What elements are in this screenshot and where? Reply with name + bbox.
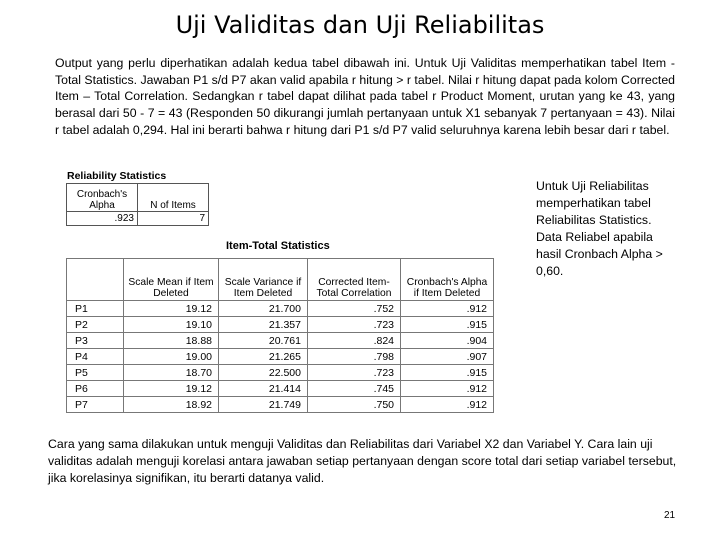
scale-mean-cell: 18.88 [124,333,219,349]
table-row [67,349,494,365]
corrected-correlation-header: Corrected Item-Total Correlation [308,259,401,301]
alpha-if-deleted-cell: .912 [401,397,494,413]
scale-mean-cell: 18.70 [124,365,219,381]
cronbach-alpha-header: Cronbach's Alpha [67,184,138,212]
alpha-if-deleted-cell: .915 [401,365,494,381]
scale-variance-cell: 22.500 [219,365,308,381]
row-label: P1 [67,301,124,317]
scale-mean-cell: 19.12 [124,301,219,317]
scale-variance-cell: 21.357 [219,317,308,333]
item-total-header-row [67,259,494,301]
cronbach-alpha-value: .923 [67,212,138,226]
corrected-correlation-cell: .750 [308,397,401,413]
row-label-header [67,259,124,301]
scale-variance-cell: 21.700 [219,301,308,317]
scale-mean-cell: 18.92 [124,397,219,413]
reliability-value-row [67,212,209,226]
table-row [67,301,494,317]
scale-variance-cell: 21.414 [219,381,308,397]
alpha-if-deleted-cell: .912 [401,381,494,397]
intro-paragraph: Output yang perlu diperhatikan adalah kedua tabel dibawah ini. Untuk Uji Validitas memperhatikan tabel Item - Total Statistics. Jawaban P1 s/d P7 akan valid apabila r hitung > r tabel. Nilai r hitung dapat pada kolom Corrected Item – Total Correlation. Sedangkan r tabel dapat dilihat pada tabel r Product Moment, urutan yang ke 43, yang berasal dari 50 - 7 = 43 (Responden 50 dikurangi jumlah pertanyaan untuk X1 sebanyak 7 pertanyaan = 43). Nilai r tabel adalah 0,294. Hal ini berarti bahwa r hitung dari P1 s/d P7 valid seluruhnya karena lebih besar dari r tabel. [55,56,675,137]
scale-mean-cell: 19.12 [124,381,219,397]
alpha-if-deleted-cell: .912 [401,301,494,317]
reliability-table-title: Reliability Statistics [67,170,167,182]
closing-paragraph: Cara yang sama dilakukan untuk menguji Validitas dan Reliabilitas dari Variabel X2 dan Variabel Y. Cara lain uji validitas adalah menguji korelasi antara jawaban setiap pertanyaan dengan score total dari setiap variabel tersebut, jika korelasinya signifikan, itu berarti datanya valid. [48,437,677,486]
table-row [67,381,494,397]
corrected-correlation-cell: .723 [308,317,401,333]
scale-mean-header: Scale Mean if Item Deleted [124,259,219,301]
reliability-statistics-table [66,183,209,226]
scale-mean-cell: 19.00 [124,349,219,365]
slide-title: Uji Validitas dan Uji Reliabilitas [175,11,545,39]
alpha-if-deleted-header: Cronbach's Alpha if Item Deleted [401,259,494,301]
scale-mean-cell: 19.10 [124,317,219,333]
corrected-correlation-cell: .723 [308,365,401,381]
row-label: P5 [67,365,124,381]
row-label: P3 [67,333,124,349]
row-label: P2 [67,317,124,333]
n-of-items-header: N of Items [138,184,209,212]
alpha-if-deleted-cell: .907 [401,349,494,365]
item-total-table-title: Item-Total Statistics [226,240,330,252]
table-row [67,365,494,381]
page-number: 21 [664,510,676,521]
row-label: P7 [67,397,124,413]
corrected-correlation-cell: .752 [308,301,401,317]
corrected-correlation-cell: .824 [308,333,401,349]
scale-variance-header: Scale Variance if Item Deleted [219,259,308,301]
corrected-correlation-cell: .745 [308,381,401,397]
scale-variance-cell: 21.749 [219,397,308,413]
alpha-if-deleted-cell: .904 [401,333,494,349]
table-row [67,333,494,349]
row-label: P4 [67,349,124,365]
table-row [67,397,494,413]
scale-variance-cell: 20.761 [219,333,308,349]
alpha-if-deleted-cell: .915 [401,317,494,333]
row-label: P6 [67,381,124,397]
table-row [67,317,494,333]
corrected-correlation-cell: .798 [308,349,401,365]
item-total-statistics-table [66,258,494,413]
n-of-items-value: 7 [138,212,209,226]
reliability-header-row [67,184,209,212]
reliability-side-note: Untuk Uji Reliabilitas memperhatikan tabel Reliabilitas Statistics. Data Reliabel apabila hasil Cronbach Alpha > 0,60. [536,179,663,278]
scale-variance-cell: 21.265 [219,349,308,365]
